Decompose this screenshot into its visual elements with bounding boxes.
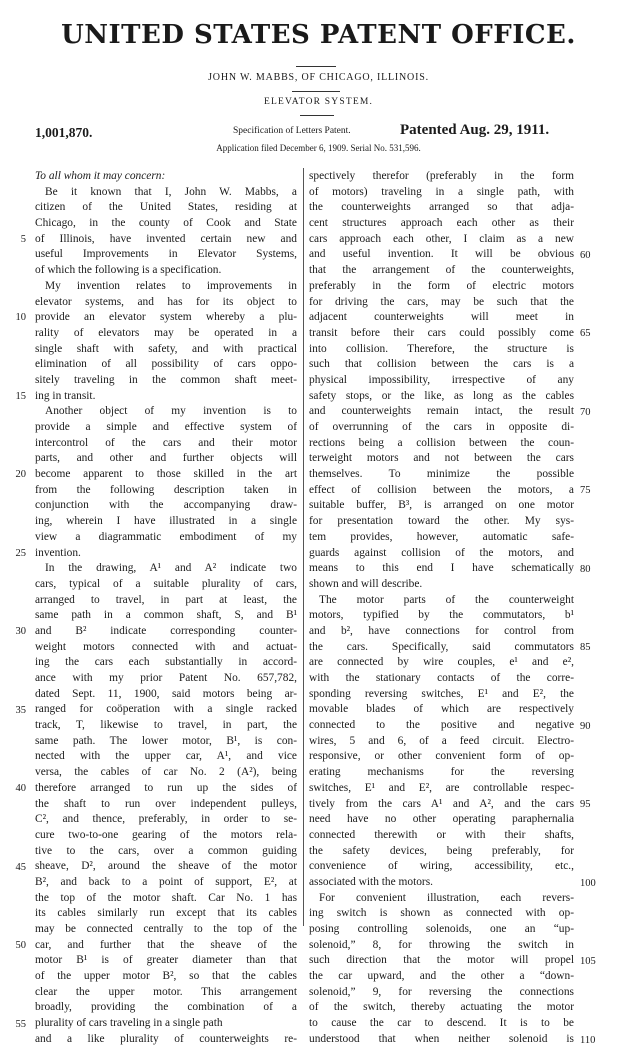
text-line: the car upward, and the other a “down- bbox=[309, 969, 574, 985]
text-line: elevator systems, and has for its object to bbox=[35, 295, 297, 311]
text-line: rections being a collision between the coun- bbox=[309, 436, 574, 452]
text-line: and counterweights remain intact, the result bbox=[309, 404, 574, 420]
text-line: intercontrol of the cars and their motor bbox=[35, 436, 297, 452]
line-number: 85 bbox=[580, 640, 600, 656]
spec-label: Specification of Letters Patent. bbox=[233, 126, 351, 136]
text-line: invention. bbox=[35, 546, 297, 562]
text-line: erating mechanisms for the reversing bbox=[309, 765, 574, 781]
text-line: and b², have connections for control from bbox=[309, 624, 574, 640]
inventor-line: JOHN W. MABBS, OF CHICAGO, ILLINOIS. bbox=[0, 72, 637, 83]
text-line: connected therewith or with their shafts, bbox=[309, 828, 574, 844]
text-line: elimination of all possibility of cars oppo- bbox=[35, 357, 297, 373]
text-line: effect of collision between the motors, a bbox=[309, 483, 574, 499]
text-line: solenoid,” 8, for throwing the switch in bbox=[309, 938, 574, 954]
text-line: cars, typical of a suitable plurality of cars, bbox=[35, 577, 297, 593]
text-line: arranged to travel, in part at least, the bbox=[35, 593, 297, 609]
text-line: means to this end I have schematically bbox=[309, 561, 574, 577]
line-number: 40 bbox=[6, 781, 26, 797]
text-line: single shaft with safety, and with practical bbox=[35, 342, 297, 358]
text-line: spectively therefor (preferably in the form bbox=[309, 169, 574, 185]
text-line: ing the cars each substantially in accord- bbox=[35, 655, 297, 671]
text-line: tively from the cars A¹ and A², and the cars bbox=[309, 797, 574, 813]
line-number: 50 bbox=[6, 938, 26, 954]
invention-rule bbox=[300, 115, 334, 116]
text-line: to cause the car to descend. It is to be bbox=[309, 1016, 574, 1032]
text-line: responsive, or other convenient form of op- bbox=[309, 749, 574, 765]
text-line: understood that when neither solenoid is bbox=[309, 1032, 574, 1048]
text-line: tive to the cars, over a common guiding bbox=[35, 844, 297, 860]
text-line: themselves. To minimize the possible bbox=[309, 467, 574, 483]
text-line: same path. The lower motor, B¹, is con- bbox=[35, 734, 297, 750]
text-line: become apparent to those skilled in the art bbox=[35, 467, 297, 483]
text-line: tem provides, however, automatic safe- bbox=[309, 530, 574, 546]
text-line: of motors) traveling in a single path, with bbox=[309, 185, 574, 201]
line-number: 70 bbox=[580, 405, 600, 421]
text-line: its cables similarly run except that its cables bbox=[35, 906, 297, 922]
text-line: motors, typified by the commutators, b¹ bbox=[309, 608, 574, 624]
text-line: Another object of my invention is to bbox=[35, 404, 297, 420]
text-line: Chicago, in the county of Cook and State bbox=[35, 216, 297, 232]
text-line: motor B¹ is of greater diameter than that bbox=[35, 953, 297, 969]
text-line: clear the upper motor. This arrangement bbox=[35, 985, 297, 1001]
text-line: may be connected centrally to the top of the bbox=[35, 922, 297, 938]
column-divider bbox=[303, 168, 304, 926]
line-number: 95 bbox=[580, 797, 600, 813]
text-line: cure two-to-one gearing of the motors rela- bbox=[35, 828, 297, 844]
text-line: connected to the positive and negative bbox=[309, 718, 574, 734]
text-line: citizen of the United States, residing at bbox=[35, 200, 297, 216]
text-line: the shaft to run over independent pulleys, bbox=[35, 797, 297, 813]
line-number: 105 bbox=[580, 954, 600, 970]
text-line: therefore arranged to run up the sides of bbox=[35, 781, 297, 797]
text-line: sitely traveling in the common shaft meet- bbox=[35, 373, 297, 389]
text-line: ing in transit. bbox=[35, 389, 297, 405]
line-number: 45 bbox=[6, 860, 26, 876]
text-line: ing switch is shown as connected with op- bbox=[309, 906, 574, 922]
text-line: cent structures approach each other as their bbox=[309, 216, 574, 232]
text-line: In the drawing, A¹ and A² indicate two bbox=[35, 561, 297, 577]
text-line: track, T, likewise to travel, in part, the bbox=[35, 718, 297, 734]
text-line: and a like plurality of counterweights re- bbox=[35, 1032, 297, 1048]
invention-title: ELEVATOR SYSTEM. bbox=[0, 97, 637, 107]
title-rule bbox=[296, 66, 336, 67]
text-line: of the upper motor B², so that the cables bbox=[35, 969, 297, 985]
inventor-rule bbox=[292, 91, 340, 92]
line-number: 25 bbox=[6, 546, 26, 562]
office-title: UNITED STATES PATENT OFFICE. bbox=[0, 20, 637, 50]
text-line: such that collision between the cars is a bbox=[309, 357, 574, 373]
text-line: of overrunning of the cars in opposite di- bbox=[309, 420, 574, 436]
line-number: 80 bbox=[580, 562, 600, 578]
text-line: sheave, D², around the sheave of the motor bbox=[35, 859, 297, 875]
text-line: weight motors connected with and actuat- bbox=[35, 640, 297, 656]
line-number: 15 bbox=[6, 389, 26, 405]
text-line: My invention relates to improvements in bbox=[35, 279, 297, 295]
text-line: with the stationary contacts of the corre- bbox=[309, 671, 574, 687]
text-line: ance with my prior Patent No. 657,782, bbox=[35, 671, 297, 687]
text-line: of Illinois, have invented certain new and bbox=[35, 232, 297, 248]
text-line: the counterweights arranged so that adja- bbox=[309, 200, 574, 216]
line-number: 90 bbox=[580, 719, 600, 735]
text-line: guards against collision of the motors, and bbox=[309, 546, 574, 562]
text-line: are connected by wire couples, e¹ and e², bbox=[309, 655, 574, 671]
line-number: 35 bbox=[6, 703, 26, 719]
text-line: shown and will describe. bbox=[309, 577, 574, 593]
text-line: for driving the cars, may be such that the bbox=[309, 295, 574, 311]
text-line: for presentation toward the other. My sys- bbox=[309, 514, 574, 530]
text-line: movable blades of which are respectively bbox=[309, 702, 574, 718]
text-line: provide a simple and effective system of bbox=[35, 420, 297, 436]
right-column bbox=[309, 169, 574, 1048]
line-number: 100 bbox=[580, 876, 600, 892]
text-line: that the arrangement of the counterweights, bbox=[309, 263, 574, 279]
text-line: and B² indicate corresponding counter- bbox=[35, 624, 297, 640]
application-line: Application filed December 6, 1909. Serial No. 531,596. bbox=[0, 143, 637, 153]
text-line: provide an elevator system whereby a plu- bbox=[35, 310, 297, 326]
text-line: need have no other operating paraphernalia bbox=[309, 812, 574, 828]
text-line: associated with the motors. bbox=[309, 875, 574, 891]
text-line: useful Improvements in Elevator Systems, bbox=[35, 247, 297, 263]
text-line: convenience of wiring, accessibility, etc., bbox=[309, 859, 574, 875]
left-column bbox=[35, 169, 297, 1048]
patented-date: Patented Aug. 29, 1911. bbox=[400, 122, 549, 139]
text-line: adjacent counterweights will meet in bbox=[309, 310, 574, 326]
text-line: suitable buffer, B³, is arranged on one motor bbox=[309, 498, 574, 514]
text-line: posing controlling solenoids, one an “up- bbox=[309, 922, 574, 938]
line-number: 5 bbox=[6, 232, 26, 248]
text-line: of the switch, thereby actuating the motor bbox=[309, 1000, 574, 1016]
text-line: To all whom it may concern: bbox=[35, 169, 297, 185]
text-line: switches, E¹ and E², are controllable respec- bbox=[309, 781, 574, 797]
text-line: broadly, providing the combination of a bbox=[35, 1000, 297, 1016]
text-line: The motor parts of the counterweight bbox=[309, 593, 574, 609]
text-line: preferably in the form of electric motors bbox=[309, 279, 574, 295]
text-line: sponding reversing switches, E¹ and E², the bbox=[309, 687, 574, 703]
patent-number: 1,001,870. bbox=[35, 125, 92, 141]
text-line: plurality of cars traveling in a single path bbox=[35, 1016, 297, 1032]
text-line: cars approach each other, I claim as a new bbox=[309, 232, 574, 248]
text-line: nected with the upper car, A¹, and vice bbox=[35, 749, 297, 765]
text-line: solenoid,” 9, for reversing the connections bbox=[309, 985, 574, 1001]
line-number: 55 bbox=[6, 1017, 26, 1033]
line-number: 30 bbox=[6, 624, 26, 640]
text-line: ing, wherein I have illustrated in a single bbox=[35, 514, 297, 530]
text-line: view a diagrammatic embodiment of my bbox=[35, 530, 297, 546]
text-line: transit before their cars could possibly come bbox=[309, 326, 574, 342]
text-line: the safety devices, being preferably, for bbox=[309, 844, 574, 860]
text-line: parts, and other and further objects will bbox=[35, 451, 297, 467]
line-number: 110 bbox=[580, 1033, 600, 1048]
text-line: rality of elevators may be operated in a bbox=[35, 326, 297, 342]
text-line: of which the following is a specification. bbox=[35, 263, 297, 279]
text-line: car, and further that the sheave of the bbox=[35, 938, 297, 954]
text-line: For convenient illustration, each revers- bbox=[309, 891, 574, 907]
text-line: versa, the cables of car No. 2 (A²), being bbox=[35, 765, 297, 781]
text-line: C², and thence, preferably, in order to se- bbox=[35, 812, 297, 828]
text-line: wires, 5 and 6, of a feed circuit. Electro- bbox=[309, 734, 574, 750]
text-line: conjunction with the accompanying draw- bbox=[35, 498, 297, 514]
text-line: the cars. Specifically, said commutators bbox=[309, 640, 574, 656]
text-line: ranged for coöperation with a single racked bbox=[35, 702, 297, 718]
line-number: 20 bbox=[6, 467, 26, 483]
text-line: dated Sept. 11, 1900, said motors being ar- bbox=[35, 687, 297, 703]
text-line: into collision. Therefore, the structure is bbox=[309, 342, 574, 358]
text-line: safety stops, or the like, as long as the cables bbox=[309, 389, 574, 405]
text-line: from the following description taken in bbox=[35, 483, 297, 499]
line-number: 60 bbox=[580, 248, 600, 264]
text-line: the top of the motor shaft. Car No. 1 has bbox=[35, 891, 297, 907]
text-line: such direction that the motor will propel bbox=[309, 953, 574, 969]
text-line: same path in a common shaft, S, and B¹ bbox=[35, 608, 297, 624]
line-number: 10 bbox=[6, 310, 26, 326]
text-line: Be it known that I, John W. Mabbs, a bbox=[35, 185, 297, 201]
text-line: terweight motors and not between the cars bbox=[309, 451, 574, 467]
line-number: 75 bbox=[580, 483, 600, 499]
text-line: B², and back to a point of support, E², at bbox=[35, 875, 297, 891]
line-number: 65 bbox=[580, 326, 600, 342]
text-line: physical impossibility, irrespective of any bbox=[309, 373, 574, 389]
text-line: and useful invention. It will be obvious bbox=[309, 247, 574, 263]
